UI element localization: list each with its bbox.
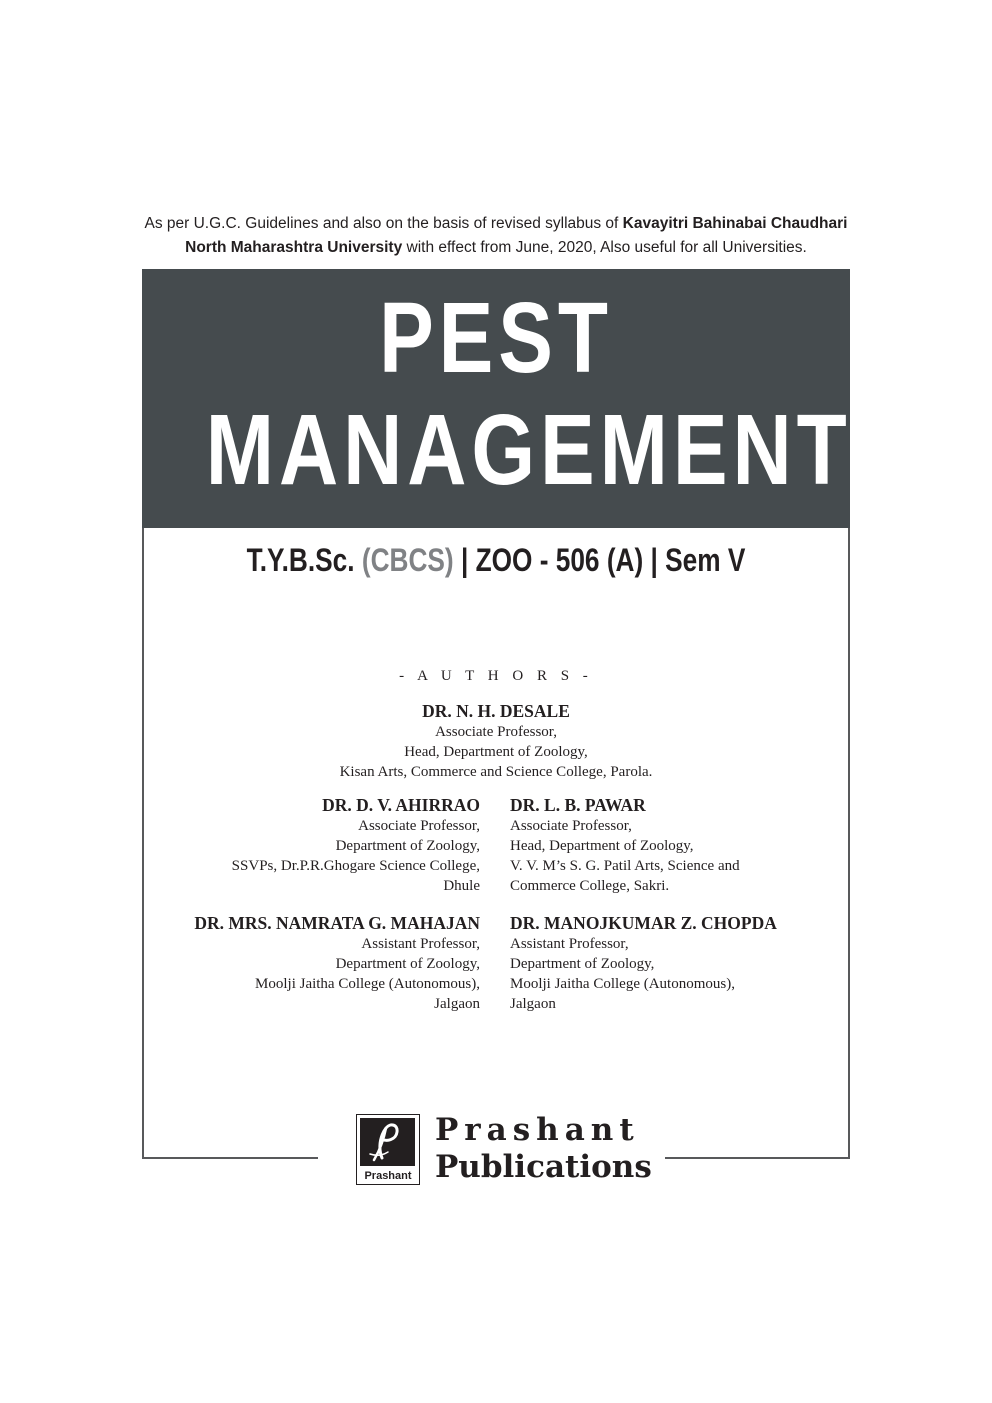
author-detail: Associate Professor, [358,818,480,834]
author-detail: Head, Department of Zoology, [510,838,694,854]
book-title-line-2: MANAGEMENT [205,394,852,506]
author-ahirrao [232,794,480,896]
publisher-logo [356,1114,420,1185]
course-info [206,538,787,582]
author-name: DR. MRS. NAMRATA G. MAHAJAN [194,913,480,933]
author-detail: Jalgaon [434,996,480,1012]
author-name: DR. L. B. PAWAR [510,795,646,815]
author-detail: Department of Zoology, [510,956,655,972]
author-lead [0,700,992,782]
authors-heading: - A U T H O R S - [399,668,593,684]
syllabus-note-line-2 [0,236,992,260]
author-detail: Associate Professor, [510,818,632,834]
author-detail: Jalgaon [510,996,556,1012]
publisher-name-line-2: Publications [435,1149,652,1185]
author-name: DR. MANOJKUMAR Z. CHOPDA [510,913,777,933]
title-band [142,269,850,528]
author-detail: Moolji Jaitha College (Autonomous), [255,976,480,992]
course-level: T.Y.B.Sc. [246,542,362,578]
course-scheme: (CBCS) [361,542,454,578]
effective-date-text: with effect from June, 2020, Also useful for all Universities. [402,239,807,256]
syllabus-note [0,212,992,260]
author-detail: Assistant Professor, [361,936,480,952]
author-detail: V. V. M’s S. G. Patil Arts, Science and [510,858,740,874]
university-name-part-1: Kavayitri Bahinabai Chaudhari [622,215,848,232]
author-detail: Kisan Arts, Commerce and Science College, Parola. [339,764,653,780]
author-detail: Associate Professor, [435,724,557,740]
author-name: DR. N. H. DESALE [422,701,570,721]
author-name: DR. D. V. AHIRRAO [322,795,480,815]
author-pawar [510,794,740,896]
syllabus-note-line-1 [0,212,992,236]
stylized-p-logo-icon [360,1118,415,1166]
author-detail: Dhule [443,878,480,894]
publisher-name-line-1: Prashant [435,1112,640,1148]
author-detail: SSVPs, Dr.P.R.Ghogare Science College, [231,858,480,874]
frame-bottom-rule-right [665,1157,850,1159]
author-mahajan [194,912,480,1014]
author-detail: Head, Department of Zoology, [404,744,588,760]
book-title-line-1: PEST [379,282,613,394]
author-detail: Assistant Professor, [510,936,629,952]
author-detail: Department of Zoology, [335,956,480,972]
author-detail: Commerce College, Sakri. [510,878,670,894]
university-name-part-2: North Maharashtra University [185,239,403,256]
author-detail: Department of Zoology, [335,838,480,854]
frame-bottom-rule-left [142,1157,318,1159]
syllabus-note-text: As per U.G.C. Guidelines and also on the basis of revised syllabus of [144,215,623,232]
course-code-semester: | ZOO - 506 (A) | Sem V [453,542,746,578]
logo-label: Prashant [364,1170,412,1182]
author-chopda [510,912,777,1014]
author-detail: Moolji Jaitha College (Autonomous), [510,976,735,992]
